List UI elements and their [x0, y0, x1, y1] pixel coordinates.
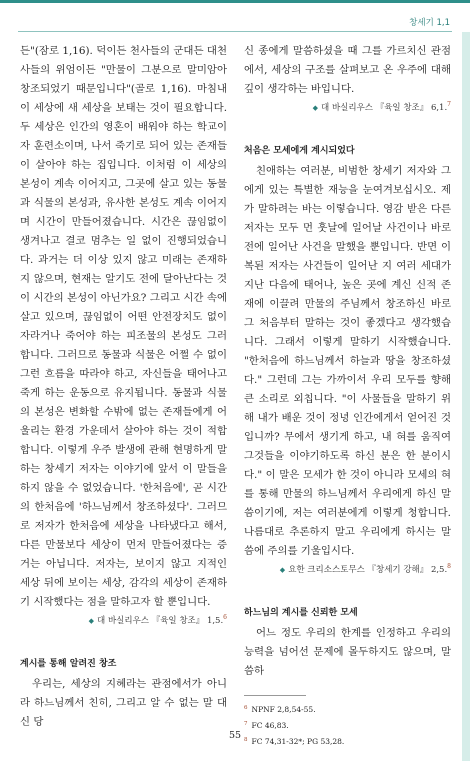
running-head: 창세기 1,1	[409, 18, 450, 28]
attribution	[244, 99, 451, 118]
attribution	[244, 561, 451, 580]
margin-tint-bar	[462, 32, 470, 761]
body-paragraph: 친애하는 여러분, 비범한 창세기 저자와 그에게 있는 특별한 재능을 눈여겨보십시오. 제가 말하려는 바는 이렇습니다. 영감 받은 다른 저자는 모두 먼 훗날에 일어날 사건이나 바로 전에 일어난 사건을 말했을 뿐입니다. 반면 이 복된 저자는 사건들이 일어난 지 여러 세대가 지난 다음에 태어나, 높은 곳에 계신 신적 존재에 이끌려 만물의 주님께서 창조하신 바로 그 처음부터 말하는 것이 좋겠다고 생각했습니다. 그래서 이렇게 말하기 시작했습니다. "한처음에 하느님께서 하늘과 땅을 창조하셨다." 그런데 그는 가까이서 우리 모두를 향해 큰 소리로 외칩니다. "이 사물들을 말하기 위해 내가 배운 것이 정녕 인간에게서 얻어진 것입니까? 무에서 생기게 하고, 내 혀를 움직여 그것들을 이야기하도록 하신 분은 한 분이시다." 이 말은 모세가 한 것이 아니라 모세의 혀를 통해 만물의 하느님께서 우리에게 하신 말씀이기에, 저는 여러분에게 이렇게 청합니다. 나름대로 추론하지 말고 우리에게 하시는 말씀에 주의를 기울입시다.	[244, 165, 451, 557]
footnote-marker: 7	[447, 101, 451, 109]
body-paragraph: 어느 정도 우리의 한계를 인정하고 우리의 능력을 넘어선 문제에 몰두하지도 않으며, 말씀하	[244, 627, 451, 677]
body-paragraph: 든"(잠로 1,16). 덕이든 천사들의 군대든 대천사들의 위엄이든 "만물이 그분으로 말미암아 창조되었기 때문입니다"(골로 1,16). 마침내 이 세상에 새 세상을 보태는 것이 필요합니다. 두 세상은 인간의 영혼이 배워야 하는 학교이자 훈련소이며, 나서 죽기로 되어 있는 존재들이 살아야 하는 집입니다. 이처럼 이 세상의 본성이 계속 이어지고, 그곳에 살고 있는 동물과 식물의 본성과, 유사한 본성도 계속 이어지며 시간이 만들어졌습니다. 시간은 끊임없이 생겨나고 결코 멈추는 일 없이 진행되었습니다. 과거는 더 이상 있지 않고 미래는 존재하지 않으며, 현재는 알기도 전에 달아난다는 것이 시간의 본성이 아닌가요? 그리고 시간 속에 살고 있으며, 끊임없이 어떤 안전장치도 없이 자라거나 죽어야 하는 피조물의 본성도 그러합니다. 그러므로 동물과 식물은 어쩔 수 없이 그런 흐름을 따라야 하고, 자신들을 태어나고 죽게 하는 운동으로 유지됩니다. 동물과 식물의 본성은 변화할 수밖에 없는 존재들에게 어울리는 환경 가운데서 살아야 하는 것이 적합합니다. 이렇게 우주 발생에 관해 현명하게 말하는 창세기 저자는 이야기에 앞서 이 말들을 하지 않을 수 없었습니다. '한처음에', 곧 시간의 한처음에 '하느님께서 창조하셨다'. 그러므로 저자가 한처음에 세상을 나타냈다고 해서, 다른 만물보다 세상이 먼저 만들어졌다는 증거는 아닙니다. 저자는, 보이지 않고 지적인 세상 뒤에 보이는 세상, 감각의 세상이 존재하기 시작했다는 점을 말하고자 할 뿐입니다.	[20, 45, 227, 608]
attribution-text: 대 바실리우스 『육일 창조』 1,5.	[97, 616, 224, 626]
footnote	[244, 702, 451, 718]
footnote-marker: 6	[223, 614, 227, 622]
top-color-rule	[0, 0, 470, 3]
header-rule	[18, 31, 452, 32]
diamond-bullet-icon: ◆	[279, 566, 286, 574]
footnote-text: FC 74,31-32*; PG 53,28.	[251, 737, 345, 746]
right-column	[244, 42, 451, 750]
page-number: 55	[228, 730, 242, 741]
footnote-number: 7	[244, 720, 248, 727]
body-paragraph: 신 종에게 말씀하셨을 때 그를 가르치신 관점에서, 세상의 구조를 살펴보고 온 우주에 대해 깊이 생각하는 바입니다.	[244, 45, 451, 95]
footnote-rule	[244, 695, 306, 696]
footnote-marker: 8	[447, 563, 451, 571]
attribution	[20, 612, 227, 631]
left-column	[20, 42, 227, 732]
diamond-bullet-icon: ◆	[312, 104, 319, 112]
attribution-text: 대 바실리우스 『육일 창조』 6,1.	[321, 103, 448, 113]
footnote-number: 8	[244, 736, 248, 743]
diamond-bullet-icon: ◆	[88, 617, 95, 625]
footnote-text: FC 46,83.	[251, 721, 289, 730]
section-heading: 계시를 통해 알려진 창조	[20, 659, 117, 669]
footnote-number: 6	[244, 704, 248, 711]
footnote-text: NPNF 2,8,54-55.	[251, 705, 316, 714]
body-paragraph: 우리는, 세상의 지혜라는 관점에서가 아니라 하느님께서 친히, 그리고 알 수 없는 말 대신 당	[20, 678, 227, 728]
section-heading: 하느님의 계시를 신뢰한 모세	[244, 608, 358, 618]
attribution-text: 요한 크리소스토무스 『창세기 강해』 2,5.	[288, 565, 448, 575]
section-heading: 처음은 모세에게 계시되었다	[244, 146, 355, 156]
